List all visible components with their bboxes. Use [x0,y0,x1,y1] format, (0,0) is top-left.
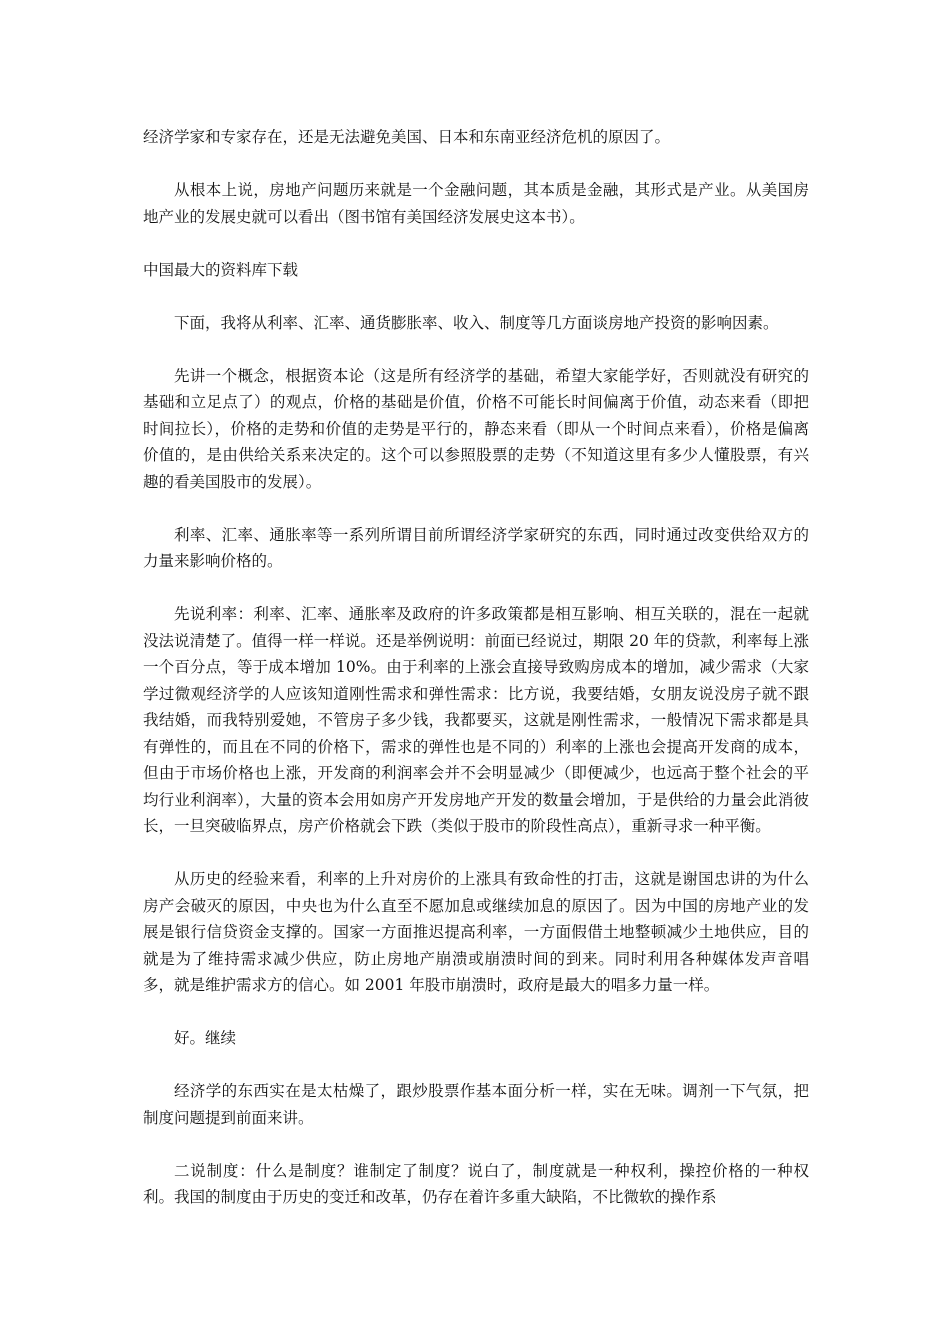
paragraph-11: 二说制度：什么是制度？谁制定了制度？说白了，制度就是一种权利，操控价格的一种权利。我国的制度由于历史的变迁和改革，仍存在着许多重大缺陷，不比微软的操作系 [143,1161,809,1206]
paragraph-7: 先说利率：利率、汇率、通胀率及政府的许多政策都是相互影响、相互关联的，混在一起就没法说清楚了。值得一样一样说。还是举例说明：前面已经说过，期限 20 年的贷款，利率每上涨一个百分点，等于成本增加 10%。由于利率的上涨会直接导致购房成本的增加，减少需求（大家学过微观经济学的人应该知道刚性需求和弹性需求：比方说，我要结婚，女朋友说没房子就不跟我结婚，而我特别爱她，不管房子多少钱，我都要买，这就是刚性需求，一般情况下需求都是具有弹性的，而且在不同的价格下，需求的弹性也是不同的）利率的上涨也会提高开发商的成本，但由于市场价格也上涨，开发商的利润率会并不会明显减少（即便减少，也远高于整个社会的平均行业利润率），大量的资本会用如房产开发房地产开发的数量会增加，于是供给的力量会此消彼长，一旦突破临界点，房产价格就会下跌（类似于股市的阶段性高点），重新寻求一种平衡。 [143,605,809,835]
paragraph-8: 从历史的经验来看，利率的上升对房价的上涨具有致命性的打击，这就是谢国忠讲的为什么房产会破灭的原因，中央也为什么直至不愿加息或继续加息的原因了。因为中国的房地产业的发展是银行信贷资金支撑的。国家一方面推迟提高利率，一方面假借土地整顿减少土地供应，目的就是为了维持需求减少供应，防止房地产崩溃或崩溃时间的到来。同时利用各种媒体发声音唱多，就是维护需求方的信心。如 2001 年股市崩溃时，政府是最大的唱多力量一样。 [143,870,809,994]
paragraph-9: 好。继续 [174,1029,237,1047]
paragraph-2: 从根本上说，房地产问题历来就是一个金融问题，其本质是金融，其形式是产业。从美国房地产业的发展史就可以看出（图书馆有美国经济发展史这本书）。 [143,181,809,226]
paragraph-4: 下面，我将从利率、汇率、通货膨胀率、收入、制度等几方面谈房地产投资的影响因素。 [174,313,779,332]
paragraph-3: 中国最大的资料库下载 [143,260,299,279]
paragraph-6: 利率、汇率、通胀率等一系列所谓目前所谓经济学家研究的东西，同时通过改变供给双方的力量来影响价格的。 [143,525,809,570]
paragraph-5: 先讲一个概念，根据资本论（这是所有经济学的基础，希望大家能学好，否则就没有研究的基础和立足点了）的观点，价格的基础是价值，价格不可能长时间偏离于价值，动态来看（即把时间拉长），价格的走势和价值的走势是平行的，静态来看（即从一个时间点来看），价格是偏离价值的，是由供给关系来决定的。这个可以参照股票的走势（不知道这里有多少人懂股票，有兴趣的看美国股市的发展）。 [143,366,809,491]
paragraph-1: 经济学家和专家存在，还是无法避免美国、日本和东南亚经济危机的原因了。 [143,128,671,146]
paragraph-10: 经济学的东西实在是太枯燥了，跟炒股票作基本面分析一样，实在无味。调剂一下气氛，把制度问题提到前面来讲。 [143,1082,809,1127]
document-body [143,124,809,1237]
